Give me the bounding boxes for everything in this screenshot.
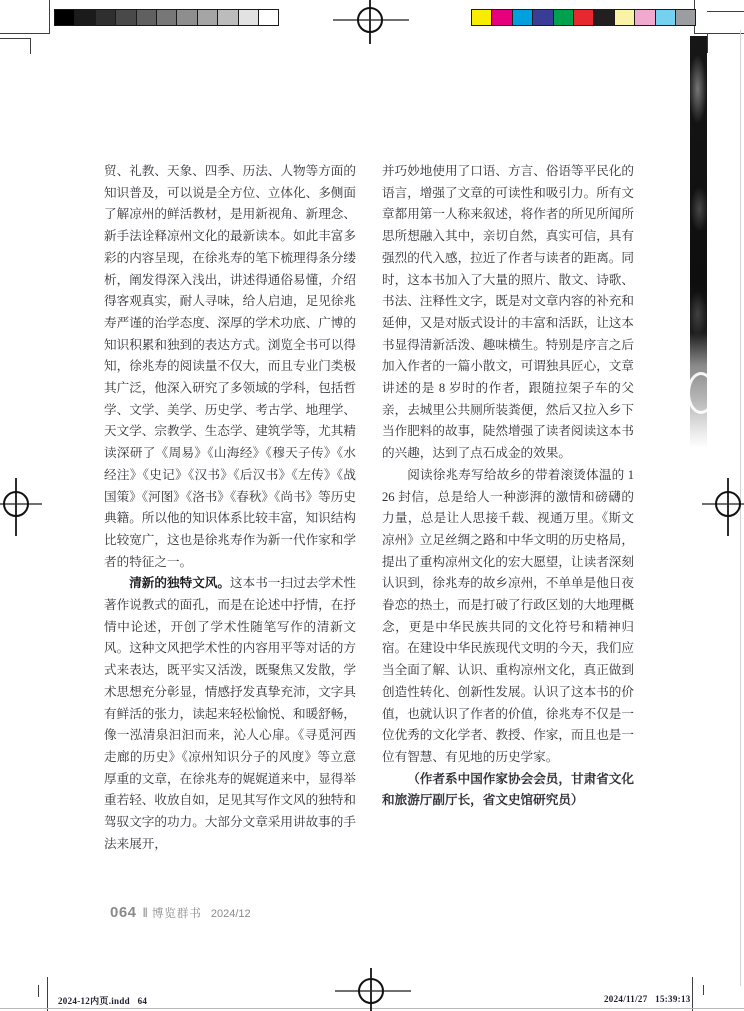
calibration-swatch bbox=[136, 9, 157, 26]
calibration-swatch bbox=[573, 9, 594, 26]
paragraph-text: 这本书一扫过去学术性著作说教式的面孔，而是在论述中抒情，在抒情中论述，开创了学术性随笔写作的清新文风。这种文风把学术性的内容用平等对话的方式来表达，既平实又活泼，既聚焦又发散，学术思想充分彰显，情感抒发真挚充沛，文字具有鲜活的张力，读起来轻松愉悦、和暖舒畅，像一泓清泉汩汩而来，沁人心扉。《寻觅河西走廊的历史》《凉州知识分子的风度》等立意厚重的文章，在徐兆寿的娓娓道来中，显得举重若轻、收放自如，足见其写作文风的独特和驾驭文字的功力。大部分文章采用讲故事的手法来展开， bbox=[104, 576, 357, 851]
calibration-swatch bbox=[74, 9, 95, 26]
calibration-swatch bbox=[115, 9, 136, 26]
calibration-swatch bbox=[258, 9, 279, 26]
adjacent-page-bleed-image bbox=[690, 36, 707, 448]
calibration-swatch bbox=[593, 9, 614, 26]
calibration-swatch bbox=[238, 9, 259, 26]
calibration-swatch bbox=[655, 9, 676, 26]
crop-mark-bottom-left bbox=[38, 985, 39, 997]
paragraph-lead-bold: 清新的独特文风。 bbox=[129, 576, 230, 591]
grayscale-calibration-bar bbox=[55, 9, 279, 26]
calibration-swatch bbox=[156, 9, 177, 26]
crop-mark-top-right bbox=[707, 33, 708, 53]
crop-mark-top-left bbox=[0, 33, 50, 34]
issue-number: 2024/12 bbox=[210, 908, 251, 920]
calibration-swatch bbox=[675, 9, 696, 26]
crop-mark-top-left bbox=[0, 38, 31, 39]
calibration-swatch bbox=[512, 9, 533, 26]
calibration-swatch bbox=[54, 9, 75, 26]
right-column bbox=[382, 161, 634, 856]
file-slug: 2024-12内页.indd 64 bbox=[58, 996, 148, 1006]
bleed-image-highlight bbox=[690, 291, 707, 337]
magazine-title: 博览群书 bbox=[151, 908, 202, 920]
calibration-swatch bbox=[634, 9, 655, 26]
footer-separator: ‖ bbox=[142, 905, 148, 920]
color-calibration-bar bbox=[472, 9, 696, 26]
timestamp-slug: 2024/11/27 15:39:13 bbox=[604, 994, 691, 1004]
left-column bbox=[104, 161, 356, 856]
bottom-trim-line bbox=[0, 1008, 744, 1009]
calibration-swatch bbox=[471, 9, 492, 26]
calibration-swatch bbox=[197, 9, 218, 26]
calibration-swatch bbox=[176, 9, 197, 26]
paragraph-continuation: 并巧妙地使用了口语、方言、俗语等平民化的语言，增强了文章的可读性和吸引力。所有文章都用第一人称来叙述，将作者的所见所闻所思所想融入其中，亲切自然，真实可信，具有强烈的代入感，拉近了作者与读者的距离。同时，这本书加入了大量的照片、散文、诗歌、书法、注释性文字，既是对文章内容的补充和延伸，又是对版式设计的丰富和活跃，让这本书显得清新活泼、趣味横生。特别是序言之后加入作者的一篇小散文，可谓独具匠心，文章讲述的是 8 岁时的作者，跟随拉架子车的父亲，去城里公共厕所装粪便，然后又拉入乡下当作肥料的故事，陡然增强了读者阅读这本书的兴趣，达到了点石成金的效果。 bbox=[382, 164, 634, 461]
crop-mark-top-right bbox=[707, 11, 744, 12]
page-number: 064 bbox=[110, 904, 137, 921]
calibration-swatch bbox=[95, 9, 116, 26]
article-body bbox=[104, 161, 634, 856]
bleed-image-highlight bbox=[690, 54, 707, 124]
calibration-swatch bbox=[217, 9, 238, 26]
crop-mark-bottom-left bbox=[47, 977, 48, 1011]
bleed-image-highlight bbox=[690, 186, 707, 232]
crop-mark-bottom-right bbox=[703, 985, 704, 995]
crop-mark-top-left bbox=[30, 38, 31, 54]
paragraph: 阅读徐兆寿写给故乡的带着滚烫体温的 126 封信，总是给人一种澎湃的激情和磅礴的力量，总是让人思接千载、视通万里。《斯文凉州》立足丝绸之路和中华文明的历史格局，提出了重构凉州文化的宏大愿望，让读者深刻认识到，徐兆寿的故乡凉州，不单单是他日夜眷恋的热土，而是打破了行政区划的大地理概念，更是中华民族共同的文化符号和精神归宿。在建设中华民族现代文明的今天，我们应当全面了解、认识、重构凉州文化，真正做到创造性转化、创新性发展。认识了这本书的价值，也就认识了作者的价值，徐兆寿不仅是一位优秀的文化学者、教授、作家，而且也是一位有智慧、有见地的历史学家。 bbox=[382, 467, 634, 764]
bleed-image-ring bbox=[690, 372, 707, 414]
paragraph bbox=[104, 573, 356, 855]
calibration-swatch bbox=[553, 9, 574, 26]
crop-mark-bottom-right bbox=[692, 977, 693, 1011]
calibration-swatch bbox=[532, 9, 553, 26]
page-footer bbox=[110, 904, 251, 921]
calibration-swatch bbox=[614, 9, 635, 26]
crop-mark-top-left bbox=[49, 0, 50, 34]
author-note: （作者系中国作家协会会员，甘肃省文化和旅游厅副厅长，省文史馆研究员） bbox=[382, 771, 634, 808]
crop-mark-top-right bbox=[694, 33, 744, 34]
calibration-swatch bbox=[491, 9, 512, 26]
paragraph-continuation: 贸、礼教、天象、四季、历法、人物等方面的知识普及，可以说是全方位、立体化、多侧面了解凉州的鲜活教材，是用新视角、新理念、新手法诠释凉州文化的最新读本。如此丰富多彩的内容呈现，在徐兆寿的笔下梳理得条分缕析，阐发得深入浅出，讲述得通俗易懂，介绍得客观真实，耐人寻味，给人启迪，足见徐兆寿严谨的治学态度、深厚的学术功底、广博的知识积累和独到的表达方式。浏览全书可以得知，徐兆寿的阅读量不仅大，而且专业门类极其广泛，他深入研究了多领域的学科，包括哲学、文学、美学、历史学、考古学、地理学、天文学、宗教学、生态学、建筑学等，尤其精读深研了《周易》《山海经》《穆天子传》《水经注》《史记》《汉书》《后汉书》《左传》《战国策》《河图》《洛书》《春秋》《尚书》等历史典籍。所以他的知识体系比较丰富，知识结构比较宽广，这也是徐兆寿作为新一代作家和学者的特征之一。 bbox=[104, 164, 356, 569]
